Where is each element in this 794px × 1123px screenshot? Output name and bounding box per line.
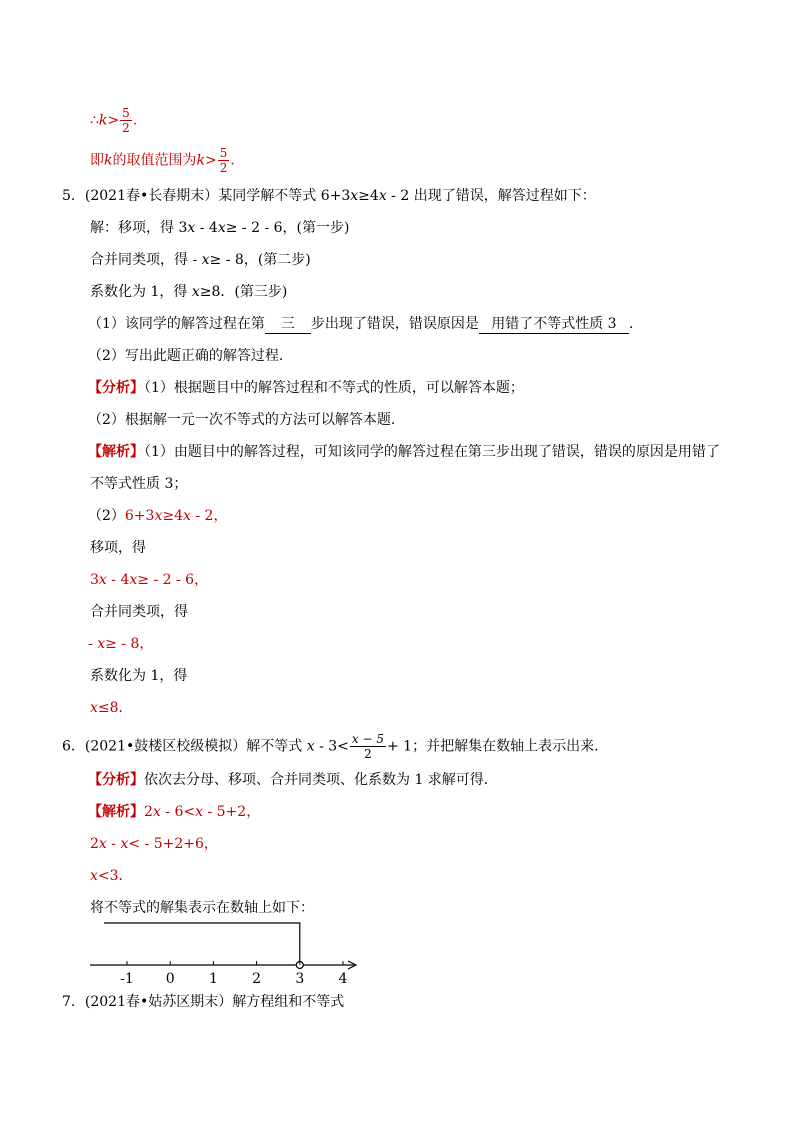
tick-label: 1 xyxy=(208,971,218,987)
q6-axis-intro: 将不等式的解集表示在数轴上如下： xyxy=(90,900,314,916)
q5-step1: 解：移项，得 3x - 4x≥ - 2 - 6，(第一步) xyxy=(90,220,350,236)
q5-result-3: x≤8． xyxy=(90,700,133,716)
q6-analysis: 【分析】依次去分母、移项、合并同类项、化系数为 1 求解可得． xyxy=(88,772,498,788)
q5-analysis-1: 【分析】（1）根据题目中的解答过程和不等式的性质，可以解答本题； xyxy=(88,380,524,396)
q6-title: 6．(2021•鼓楼区校级模拟）解不等式 x - 3< $\frac{x - 5}{2}$ + 1；并把解集在数轴上表示出来． xyxy=(62,732,609,761)
tick-label: -1 xyxy=(120,971,134,987)
fraction: $\frac{5}{2}$ xyxy=(219,146,228,175)
q5-move-label: 移项，得 xyxy=(90,540,146,556)
q5-title: 5．(2021春•长春期末）某同学解不等式 6+3x≥4x - 2 出现了错误，解答过程如下： xyxy=(62,188,596,204)
solution-bracket xyxy=(104,923,300,965)
number-line xyxy=(86,918,366,990)
q5-result-2: - x≥ - 8， xyxy=(88,636,154,652)
tick-label: 2 xyxy=(252,971,262,987)
q5-result-1: 3x - 4x≥ - 2 - 6， xyxy=(90,572,209,588)
tick-label: 4 xyxy=(338,971,348,987)
q5-solution-2: （2）6+3x≥4x - 2， xyxy=(88,508,228,524)
fraction: $\frac{x - 5}{2}$ xyxy=(351,732,384,761)
q5-solution-1b: 不等式性质 3； xyxy=(90,476,188,492)
q6-solution-3: x<3． xyxy=(90,868,133,884)
tick-label: 0 xyxy=(165,971,175,987)
range-line: 即k的取值范围为k> $\frac{5}{2}$ . xyxy=(90,146,235,175)
answer-blank: 用错了不等式性质 3 xyxy=(479,316,629,334)
q5-part1: （1）该同学的解答过程在第 三 步出现了错误，错误原因是 用错了不等式性质 3 ． xyxy=(88,316,643,332)
tick-label: 3 xyxy=(295,971,305,987)
answer-blank: 三 xyxy=(265,316,311,334)
q5-solution-1a: 【解析】（1）由题目中的解答过程，可知该同学的解答过程在第三步出现了错误，错误的原因是用错了 xyxy=(88,444,720,460)
q5-combine-label: 合并同类项，得 xyxy=(90,604,188,620)
q5-part2: （2）写出此题正确的解答过程． xyxy=(88,348,293,364)
q5-coef-label: 系数化为 1，得 xyxy=(90,668,188,684)
q6-solution-2: 2x - x< - 5+2+6， xyxy=(90,836,218,852)
fraction: $\frac{5}{2}$ xyxy=(122,106,130,135)
conclusion-line: ∴k> $\frac{5}{2}$ . xyxy=(90,106,138,135)
q6-solution-1: 【解析】2x - 6<x - 5+2， xyxy=(88,804,261,820)
q7-title: 7．(2021春•姑苏区期末）解方程组和不等式 xyxy=(62,994,345,1010)
q5-step3: 系数化为 1，得 x≥8．(第三步) xyxy=(90,284,288,300)
q5-analysis-2: （2）根据解一元一次不等式的方法可以解答本题． xyxy=(88,412,405,428)
q5-step2: 合并同类项，得 - x≥ - 8，(第二步) xyxy=(90,252,311,268)
